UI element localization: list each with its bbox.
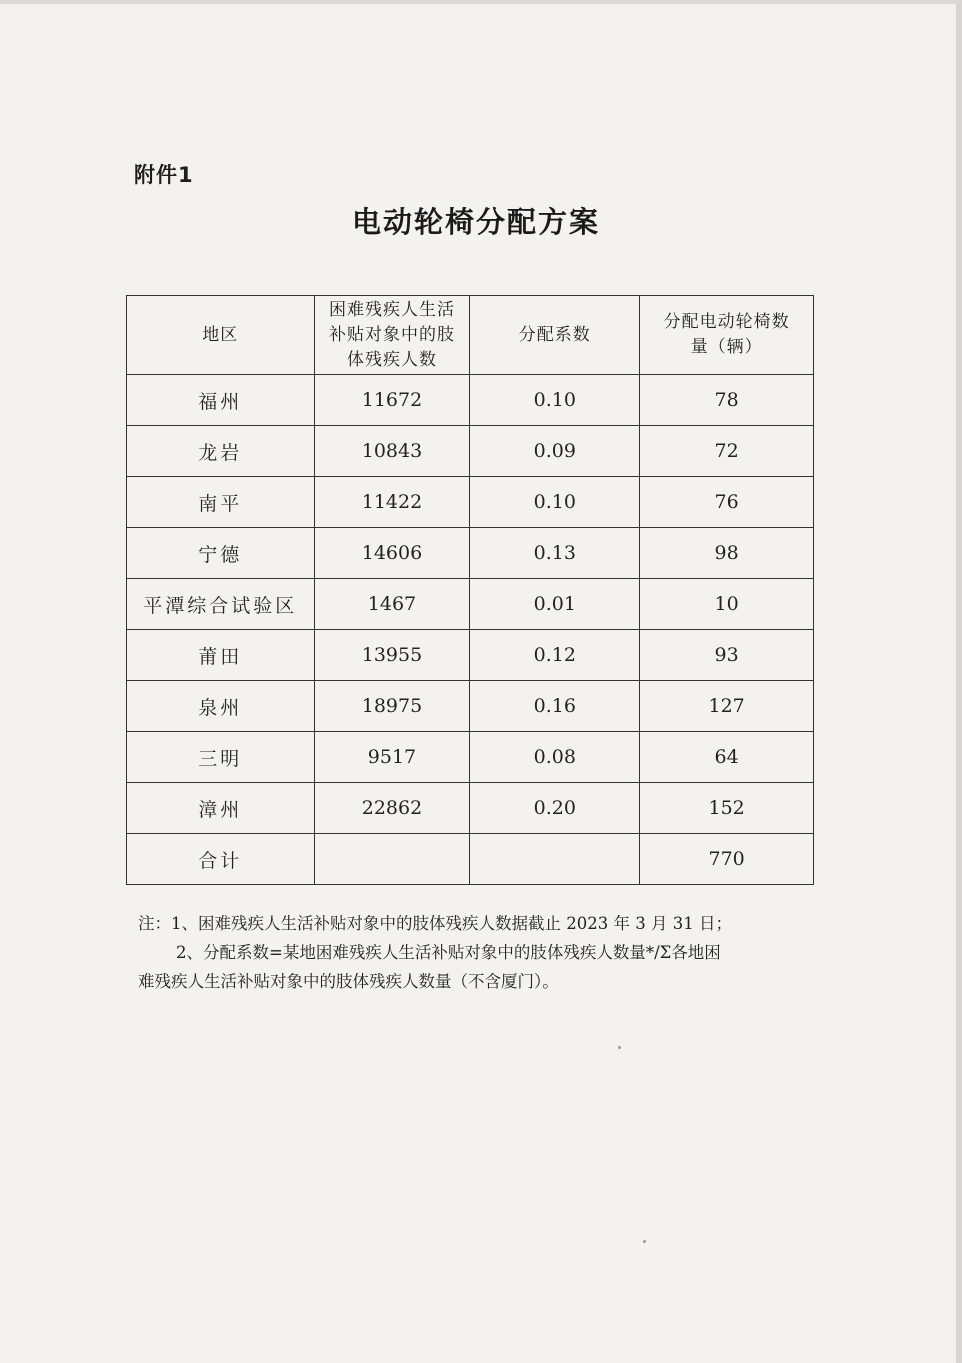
header-coefficient: 分配系数 bbox=[470, 296, 640, 375]
header-disabled-count: 困难残疾人生活补贴对象中的肢体残疾人数 bbox=[314, 296, 470, 375]
cell-region: 莆田 bbox=[127, 630, 315, 681]
cell-coefficient: 0.01 bbox=[470, 579, 640, 630]
cell-disabled-count: 18975 bbox=[314, 681, 470, 732]
cell-region: 福州 bbox=[127, 375, 315, 426]
table-row bbox=[127, 834, 814, 885]
cell-region: 南平 bbox=[127, 477, 315, 528]
cell-region: 龙岩 bbox=[127, 426, 315, 477]
cell-wheelchair-count: 127 bbox=[640, 681, 814, 732]
cell-coefficient: 0.20 bbox=[470, 783, 640, 834]
cell-coefficient: 0.16 bbox=[470, 681, 640, 732]
cell-region: 平潭综合试验区 bbox=[127, 579, 315, 630]
cell-region: 宁德 bbox=[127, 528, 315, 579]
cell-region: 合计 bbox=[127, 834, 315, 885]
cell-coefficient: 0.08 bbox=[470, 732, 640, 783]
cell-disabled-count: 13955 bbox=[314, 630, 470, 681]
cell-disabled-count: 9517 bbox=[314, 732, 470, 783]
table-header-row bbox=[127, 296, 814, 375]
header-wheelchair-count: 分配电动轮椅数量（辆） bbox=[640, 296, 814, 375]
cell-disabled-count: 11672 bbox=[314, 375, 470, 426]
table-row bbox=[127, 579, 814, 630]
cell-wheelchair-count: 72 bbox=[640, 426, 814, 477]
cell-wheelchair-count: 10 bbox=[640, 579, 814, 630]
cell-wheelchair-count: 152 bbox=[640, 783, 814, 834]
cell-region: 漳州 bbox=[127, 783, 315, 834]
allocation-table bbox=[126, 295, 814, 885]
cell-disabled-count: 11422 bbox=[314, 477, 470, 528]
cell-wheelchair-count: 93 bbox=[640, 630, 814, 681]
cell-disabled-count: 14606 bbox=[314, 528, 470, 579]
cell-disabled-count bbox=[314, 834, 470, 885]
cell-disabled-count: 10843 bbox=[314, 426, 470, 477]
cell-coefficient bbox=[470, 834, 640, 885]
header-region: 地区 bbox=[127, 296, 315, 375]
cell-wheelchair-count: 98 bbox=[640, 528, 814, 579]
cell-disabled-count: 22862 bbox=[314, 783, 470, 834]
attachment-label: 附件1 bbox=[134, 163, 194, 187]
cell-coefficient: 0.10 bbox=[470, 375, 640, 426]
table-row bbox=[127, 783, 814, 834]
table-row bbox=[127, 528, 814, 579]
cell-wheelchair-count: 770 bbox=[640, 834, 814, 885]
note-2-continued: 难残疾人生活补贴对象中的肢体残疾人数量（不含厦门）。 bbox=[138, 972, 559, 991]
note-1: 注：1、困难残疾人生活补贴对象中的肢体残疾人数据截止 2023 年 3 月 31 日； bbox=[138, 914, 732, 933]
table-row bbox=[127, 681, 814, 732]
scan-speck bbox=[618, 1046, 621, 1049]
cell-coefficient: 0.09 bbox=[470, 426, 640, 477]
notes bbox=[138, 909, 838, 996]
cell-region: 泉州 bbox=[127, 681, 315, 732]
scan-speck bbox=[643, 1240, 646, 1243]
table-row bbox=[127, 630, 814, 681]
cell-region: 三明 bbox=[127, 732, 315, 783]
table-row bbox=[127, 477, 814, 528]
cell-coefficient: 0.13 bbox=[470, 528, 640, 579]
cell-disabled-count: 1467 bbox=[314, 579, 470, 630]
table-row bbox=[127, 375, 814, 426]
cell-coefficient: 0.12 bbox=[470, 630, 640, 681]
cell-wheelchair-count: 78 bbox=[640, 375, 814, 426]
document-title: 电动轮椅分配方案 bbox=[351, 205, 600, 239]
cell-wheelchair-count: 64 bbox=[640, 732, 814, 783]
cell-wheelchair-count: 76 bbox=[640, 477, 814, 528]
note-2: 2、分配系数=某地困难残疾人生活补贴对象中的肢体残疾人数量*/Σ各地困 bbox=[176, 943, 721, 962]
table-row bbox=[127, 732, 814, 783]
cell-coefficient: 0.10 bbox=[470, 477, 640, 528]
table-row bbox=[127, 426, 814, 477]
